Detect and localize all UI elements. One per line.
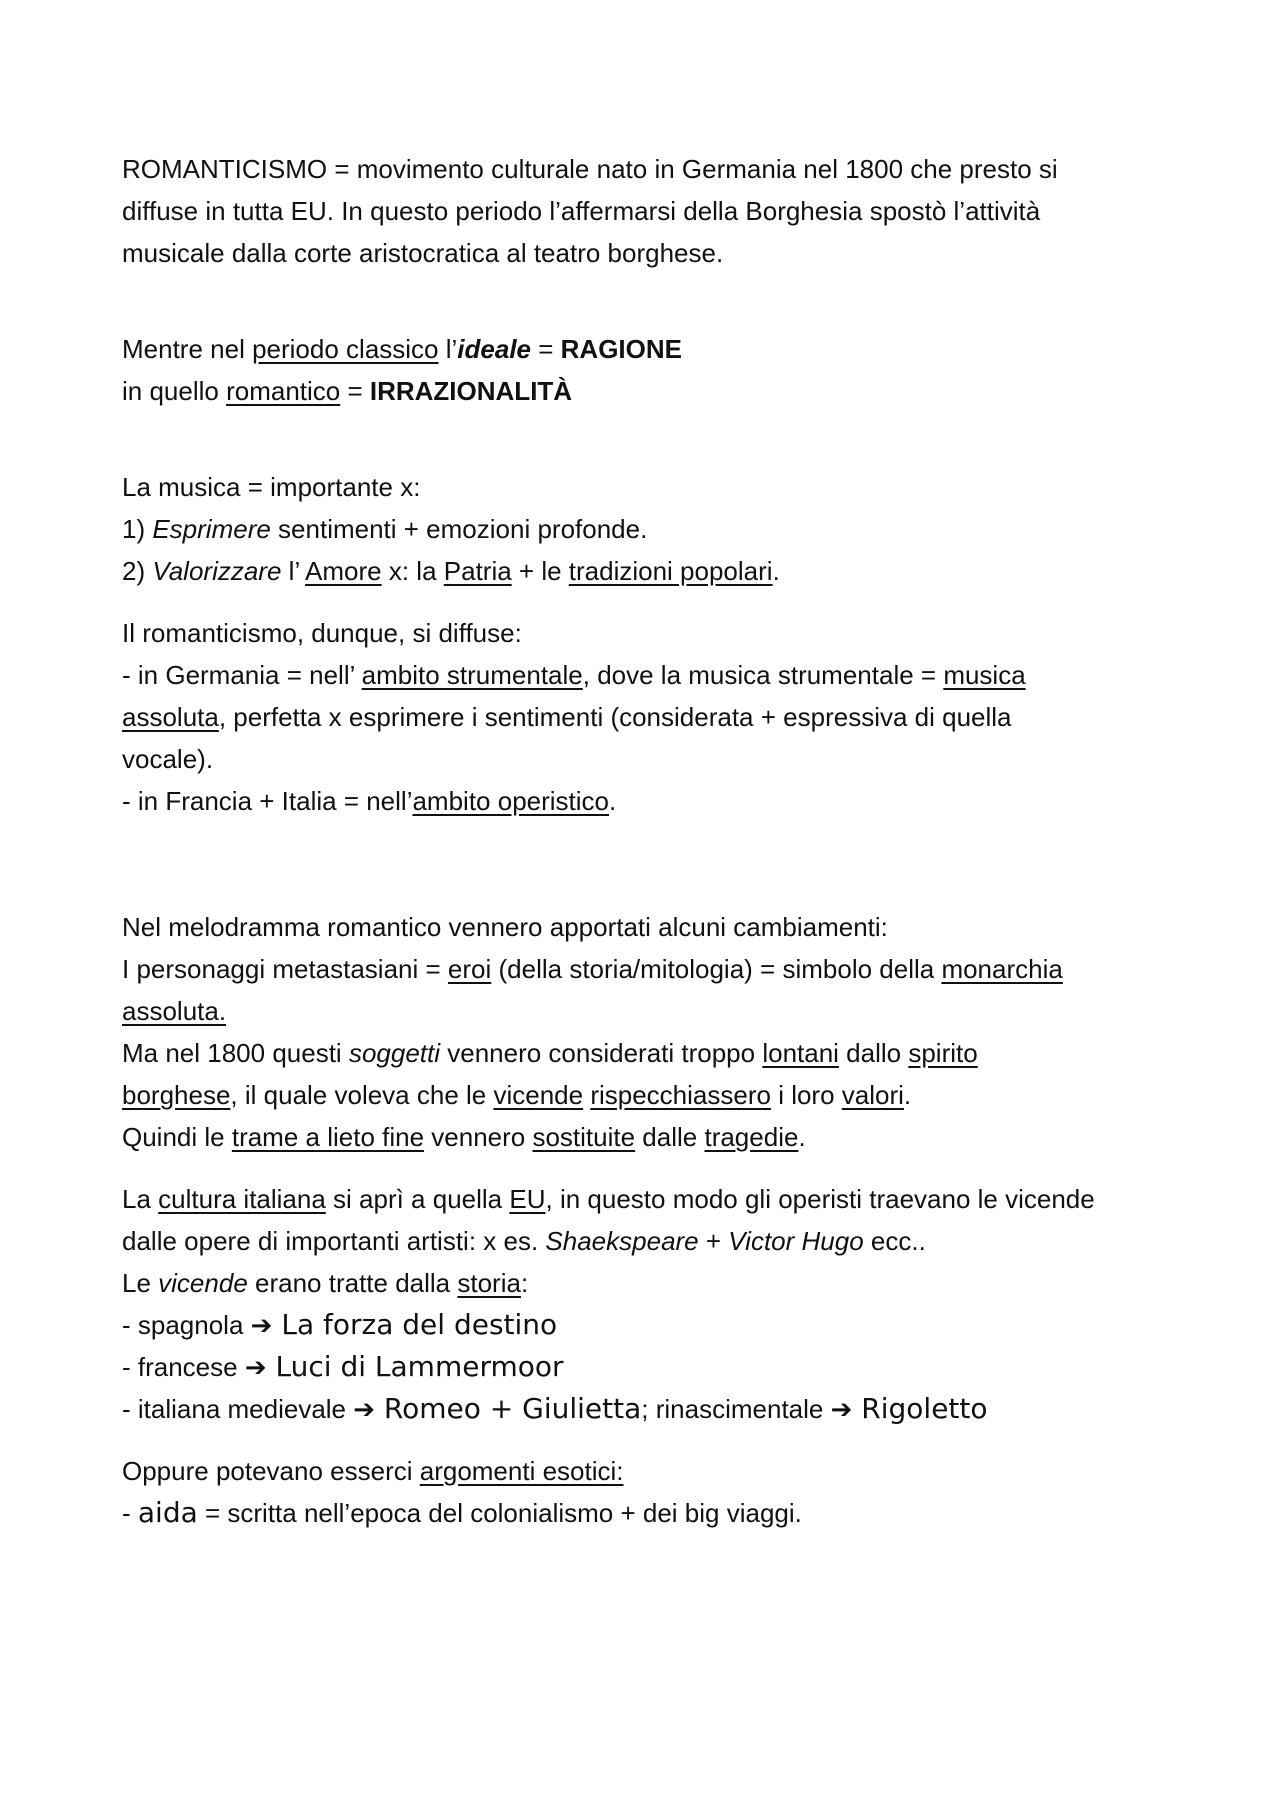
underlined-text: borghese: [122, 1080, 231, 1110]
text: l’: [281, 556, 306, 586]
underlined-text: storia: [457, 1268, 521, 1298]
text: Ma nel 1800 questi: [122, 1038, 349, 1068]
text: =: [531, 334, 561, 364]
text: I personaggi metastasiani =: [122, 954, 448, 984]
underlined-text: tradizioni popolari: [568, 556, 773, 586]
arrow-icon: ➔: [250, 1310, 273, 1340]
italic-text: vicende: [158, 1268, 248, 1298]
italic-text: Esprimere: [152, 514, 271, 544]
underlined-text: ambito strumentale: [361, 660, 583, 690]
text: dalle: [635, 1122, 705, 1152]
opera-title: Romeo + Giulietta: [375, 1392, 642, 1425]
text: 2): [122, 556, 153, 586]
underlined-text: Amore: [305, 556, 382, 586]
underlined-text: assoluta: [122, 702, 219, 732]
text: Quindi le: [122, 1122, 232, 1152]
text: vennero: [424, 1122, 533, 1152]
underlined-text: EU: [509, 1184, 546, 1214]
opera-title: La forza del destino: [272, 1308, 558, 1341]
emphasis-text: ideale: [457, 334, 532, 364]
text: in quello: [122, 376, 227, 406]
text: ROMANTICISMO = movimento culturale nato in Germania nel 1800 che presto si: [122, 154, 1058, 184]
text: -: [122, 1498, 138, 1528]
arrow-icon: ➔: [353, 1394, 376, 1424]
underlined-text: periodo classico: [252, 334, 439, 364]
text: - italiana medievale: [122, 1394, 354, 1424]
text: , il quale voleva che le: [230, 1080, 494, 1110]
text: .: [903, 1080, 912, 1110]
text: .: [609, 786, 617, 816]
text: = scritta nell’epoca del colonialismo + dei big viaggi.: [197, 1498, 802, 1528]
text: , in questo modo gli operisti traevano le vicende: [545, 1184, 1095, 1214]
underlined-text: argomenti esotici:: [419, 1456, 624, 1486]
paragraph-romanticismo: [122, 148, 1180, 274]
underlined-text: lontani: [762, 1038, 839, 1068]
text: dalle opere di importanti artisti: x es.: [122, 1226, 546, 1256]
paragraph-musica: [122, 466, 1180, 592]
text: i loro: [770, 1080, 842, 1110]
text: Nel melodramma romantico vennero apportati alcuni cambiamenti:: [122, 912, 888, 942]
text: , dove la musica strumentale =: [582, 660, 944, 690]
text: =: [340, 376, 370, 406]
text: 1): [122, 514, 153, 544]
text: .: [798, 1122, 806, 1152]
text: l’: [438, 334, 458, 364]
text: Il romanticismo, dunque, si diffuse:: [122, 618, 522, 648]
underlined-text: Patria: [443, 556, 512, 586]
underlined-text: rispecchiassero: [590, 1080, 771, 1110]
underlined-text: tragedie: [704, 1122, 799, 1152]
text: - spagnola: [122, 1310, 251, 1340]
text: + le: [511, 556, 569, 586]
paragraph-ideale: [122, 328, 1180, 412]
italic-text: Shaekspeare: [545, 1226, 699, 1256]
paragraph-diffusione: [122, 612, 1180, 822]
text: diffuse in tutta EU. In questo periodo l’affermarsi della Borghesia spostò l’attività: [122, 196, 1041, 226]
italic-text: Victor Hugo: [728, 1226, 864, 1256]
underlined-text: romantico: [226, 376, 341, 406]
text: musicale dalla corte aristocratica al teatro borghese.: [122, 238, 724, 268]
underlined-text: musica: [943, 660, 1026, 690]
underlined-text: valori: [841, 1080, 904, 1110]
opera-title: aida: [137, 1496, 198, 1529]
arrow-icon: ➔: [244, 1352, 267, 1382]
italic-text: soggetti: [348, 1038, 441, 1068]
bold-text: IRRAZIONALITÀ: [369, 376, 573, 406]
opera-title: Rigoletto: [852, 1392, 988, 1425]
text: vennero considerati troppo: [440, 1038, 763, 1068]
text: Mentre nel: [122, 334, 253, 364]
text: x: la: [381, 556, 444, 586]
opera-title: Luci di Lammermoor: [266, 1350, 564, 1383]
text: La: [122, 1184, 159, 1214]
text: (della storia/mitologia) = simbolo della: [491, 954, 942, 984]
text: La musica = importante x:: [122, 472, 421, 502]
text: sentimenti + emozioni profonde.: [270, 514, 648, 544]
text: , perfetta x esprimere i sentimenti (considerata + espressiva di quella: [218, 702, 1012, 732]
underlined-text: assoluta.: [122, 996, 227, 1026]
paragraph-cultura-italiana: [122, 1178, 1180, 1430]
paragraph-melodramma: [122, 906, 1180, 1158]
text: - in Germania = nell’: [122, 660, 362, 690]
underlined-text: eroi: [447, 954, 492, 984]
text: Oppure potevano esserci: [122, 1456, 420, 1486]
text: +: [698, 1226, 729, 1256]
text: erano tratte dalla: [247, 1268, 458, 1298]
underlined-text: vicende: [493, 1080, 584, 1110]
bold-text: RAGIONE: [560, 334, 682, 364]
text: Le: [122, 1268, 159, 1298]
text: .: [772, 556, 780, 586]
underlined-text: spirito: [908, 1038, 978, 1068]
text: ; rinascimentale: [641, 1394, 831, 1424]
italic-text: Valorizzare: [152, 556, 282, 586]
text: - francese: [122, 1352, 245, 1382]
underlined-text: sostituite: [532, 1122, 636, 1152]
text: dallo: [838, 1038, 909, 1068]
underlined-text: trame a lieto fine: [231, 1122, 425, 1152]
text: vocale).: [122, 744, 214, 774]
arrow-icon: ➔: [830, 1394, 853, 1424]
text: si aprì a quella: [325, 1184, 510, 1214]
text: - in Francia + Italia = nell’: [122, 786, 413, 816]
text: :: [520, 1268, 529, 1298]
underlined-text: cultura italiana: [158, 1184, 326, 1214]
underlined-text: ambito operistico: [412, 786, 610, 816]
underlined-text: monarchia: [941, 954, 1063, 984]
text: ecc..: [863, 1226, 926, 1256]
paragraph-esotici: [122, 1450, 1180, 1534]
